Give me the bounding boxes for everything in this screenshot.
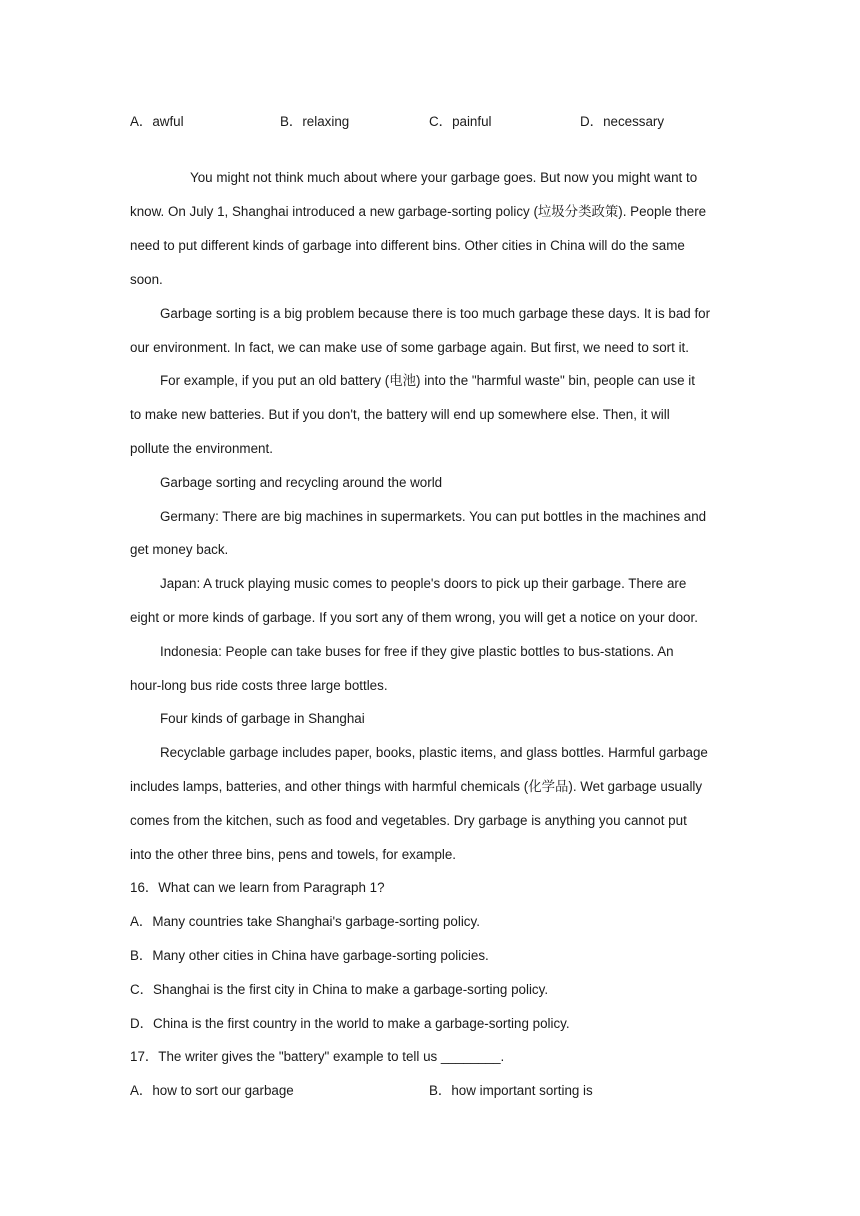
q16-option-a: A．Many countries take Shanghai's garbage-sorting policy. xyxy=(130,914,480,929)
passage-line: to make new batteries. But if you don't, the battery will end up somewhere else. Then, it will xyxy=(130,407,670,422)
passage-line: our environment. In fact, we can make use of some garbage again. But first, we need to sort it. xyxy=(130,340,689,355)
passage-line: Japan: A truck playing music comes to people's doors to pick up their garbage. There are xyxy=(160,576,687,591)
passage-line: You might not think much about where your garbage goes. But now you might want to xyxy=(190,170,698,185)
option-text: awful xyxy=(152,114,184,129)
passage-line: get money back. xyxy=(130,542,229,557)
top-option-d xyxy=(580,113,664,131)
option-letter: C． xyxy=(429,114,453,129)
passage-line xyxy=(130,203,706,222)
chinese-gloss: 垃圾分类政策 xyxy=(537,205,619,220)
q16-option-d: D．China is the first country in the world to make a garbage-sorting policy. xyxy=(130,1016,570,1031)
section-heading: Four kinds of garbage in Shanghai xyxy=(160,711,365,726)
top-option-b xyxy=(280,113,349,131)
top-option-a xyxy=(130,113,184,131)
passage-line: Garbage sorting is a big problem because there is too much garbage these days. It is bad for xyxy=(160,306,711,321)
text-run: ). People there xyxy=(618,204,707,219)
q17-option-a: A．how to sort our garbage xyxy=(130,1083,294,1098)
text-run: ). Wet garbage usually xyxy=(568,779,703,794)
passage-line: soon. xyxy=(130,272,163,287)
top-option-c xyxy=(429,113,492,131)
chinese-gloss: 电池 xyxy=(389,374,417,389)
q16-option-b: B．Many other cities in China have garbage-sorting policies. xyxy=(130,948,489,963)
passage-line: Germany: There are big machines in supermarkets. You can put bottles in the machines and xyxy=(160,509,707,524)
passage-line: need to put different kinds of garbage into different bins. Other cities in China will do the same xyxy=(130,238,685,253)
q17-option-b: B．how important sorting is xyxy=(429,1083,593,1098)
passage-line: into the other three bins, pens and towels, for example. xyxy=(130,847,457,862)
option-letter: D． xyxy=(580,114,604,129)
text-run: ) into the "harmful waste" bin, people can use it xyxy=(416,373,695,388)
question-16: 16．What can we learn from Paragraph 1? xyxy=(130,880,385,895)
passage-line: Recyclable garbage includes paper, books, plastic items, and glass bottles. Harmful garbage xyxy=(160,745,708,760)
chinese-gloss: 化学品 xyxy=(528,780,569,795)
section-heading: Garbage sorting and recycling around the world xyxy=(160,475,443,490)
passage-line: hour-long bus ride costs three large bottles. xyxy=(130,678,388,693)
option-text: painful xyxy=(452,114,492,129)
option-text: relaxing xyxy=(302,114,350,129)
passage-line xyxy=(130,778,702,797)
passage-line xyxy=(160,372,695,391)
text-run: includes lamps, batteries, and other things with harmful chemicals ( xyxy=(130,779,529,794)
text-run: know. On July 1, Shanghai introduced a new garbage-sorting policy ( xyxy=(130,204,538,219)
passage-line: pollute the environment. xyxy=(130,441,273,456)
passage-line: eight or more kinds of garbage. If you sort any of them wrong, you will get a notice on your door. xyxy=(130,610,698,625)
q16-option-c: C．Shanghai is the first city in China to make a garbage-sorting policy. xyxy=(130,982,549,997)
option-letter: B． xyxy=(280,114,303,129)
option-letter: A． xyxy=(130,114,153,129)
option-text: necessary xyxy=(603,114,665,129)
question-17: 17．The writer gives the "battery" example to tell us ________. xyxy=(130,1049,505,1064)
passage-line: Indonesia: People can take buses for free if they give plastic bottles to bus-stations. An xyxy=(160,644,674,659)
passage-line: comes from the kitchen, such as food and vegetables. Dry garbage is anything you cannot put xyxy=(130,813,687,828)
text-run: For example, if you put an old battery ( xyxy=(160,373,390,388)
